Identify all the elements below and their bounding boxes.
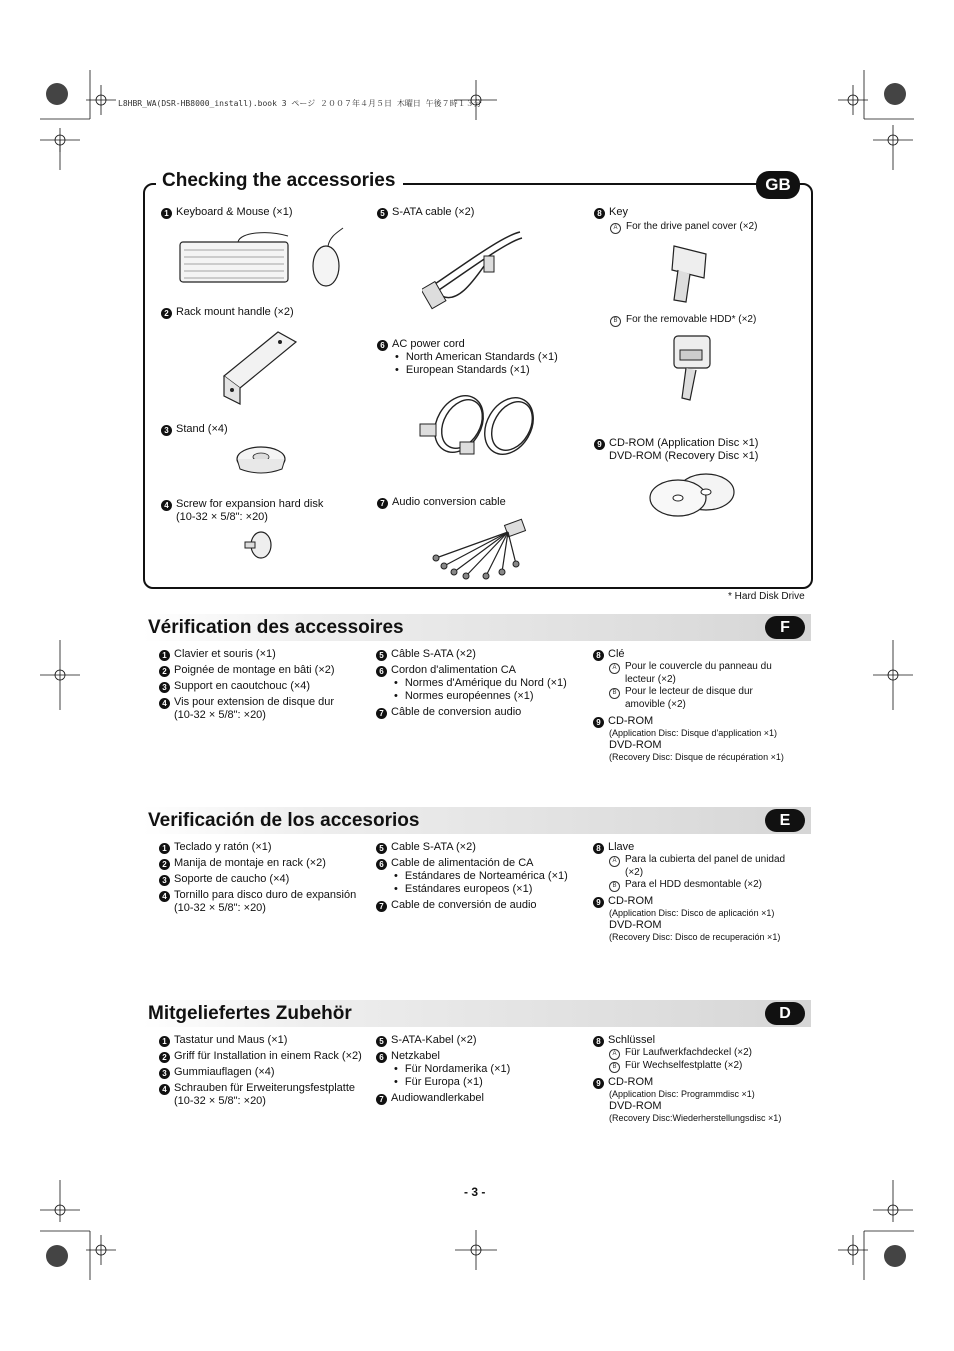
ac-cord-illustration (414, 386, 542, 464)
print-header: L8HBR_WA(DSR-HB8000_install).book 3 ページ ２００７年４月５日 木曜日 午後７時１３分 (118, 99, 482, 108)
f-section-bar (143, 614, 811, 641)
gb-footnote: * Hard Disk Drive (728, 591, 805, 602)
e-list-col1 (159, 841, 356, 915)
key-drive-panel-illustration (664, 240, 716, 306)
gb-language-badge: GB (756, 171, 800, 199)
gb-item-ac-cord (377, 338, 558, 377)
d-section-title: Mitgeliefertes Zubehör (148, 1003, 352, 1024)
number-marker: 8 (593, 1036, 604, 1047)
item-label: Für Wechselfestplatte (×2) (625, 1060, 743, 1071)
item-label-cont: (×2) (625, 867, 644, 878)
e-list-col3 (593, 841, 785, 943)
d-list-col2 (376, 1034, 510, 1105)
page-number: - 3 - (464, 1185, 486, 1199)
item-label: Poignée de montage en bâti (×2) (174, 664, 335, 676)
number-marker: 6 (376, 666, 387, 677)
e-language-badge: E (765, 809, 805, 832)
number-marker: 5 (376, 1036, 387, 1047)
item-label: DVD-ROM (609, 1100, 662, 1112)
item-bullet: • Normes d'Amérique du Nord (×1) (394, 677, 567, 690)
screw-illustration (243, 528, 275, 562)
item-label: CD-ROM (608, 1076, 654, 1088)
number-marker: 4 (159, 698, 170, 709)
audio-cable-illustration (426, 518, 530, 580)
item-note: (Application Disc: Programmdisc ×1) (609, 1089, 755, 1099)
item-label-cont: (10-32 × 5/8": ×20) (174, 709, 266, 721)
item-label: CD-ROM (Application Disc ×1) (609, 437, 759, 449)
item-label: S-ATA-Kabel (×2) (391, 1034, 477, 1046)
f-language-badge: F (765, 616, 805, 639)
number-marker: 3 (159, 682, 170, 693)
item-label: Griff für Installation in einem Rack (×2) (174, 1050, 362, 1062)
number-marker: 2 (159, 666, 170, 677)
number-marker: 4 (161, 500, 172, 511)
item-bullet: • Für Europa (×1) (394, 1076, 510, 1092)
letter-marker: B (609, 1062, 620, 1073)
item-label: For the removable HDD* (×2) (626, 314, 757, 325)
gb-item-key-a (610, 221, 757, 234)
item-label: Pour le couvercle du panneau du (625, 661, 772, 672)
f-list-col2 (376, 648, 567, 719)
item-label: Audio conversion cable (392, 496, 506, 508)
item-label: Clavier et souris (×1) (174, 648, 276, 660)
gb-item-audio-cable (377, 496, 506, 509)
number-marker: 9 (593, 717, 604, 728)
keyboard-mouse-illustration (178, 226, 346, 290)
item-label: Cordon d'alimentation CA (391, 664, 517, 676)
letter-marker: B (609, 881, 620, 892)
number-marker: 5 (377, 208, 388, 219)
letter-marker: B (609, 688, 620, 699)
item-bullet: • North American Standards (×1) (395, 351, 558, 363)
item-label: CD-ROM (608, 895, 654, 907)
e-section-title: Verificación de los accesorios (148, 810, 420, 831)
item-bullet: • Estándares de Norteamérica (×1) (394, 870, 568, 883)
item-label: Clé (608, 648, 625, 660)
item-label: Key (609, 206, 628, 218)
number-marker: 7 (376, 1094, 387, 1105)
e-list-col2 (376, 841, 568, 912)
number-marker: 3 (159, 875, 170, 886)
d-list-col3 (593, 1034, 781, 1124)
item-note: (Recovery Disc:Wiederherstellungsdisc ×1) (609, 1113, 782, 1123)
item-label: Cable de alimentación de CA (391, 857, 534, 869)
number-marker: 9 (593, 897, 604, 908)
item-label: Keyboard & Mouse (×1) (176, 206, 293, 218)
item-label: Vis pour extension de disque dur (174, 696, 335, 708)
number-marker: 3 (159, 1068, 170, 1079)
number-marker: 2 (161, 308, 172, 319)
d-section-bar (143, 1000, 811, 1027)
item-note: (Recovery Disc: Disco de recuperación ×1) (609, 932, 781, 942)
number-marker: 8 (594, 208, 605, 219)
d-list-col1 (159, 1034, 362, 1108)
item-bullet: • Normes européennes (×1) (394, 690, 567, 706)
discs-illustration (648, 472, 738, 518)
number-marker: 6 (377, 340, 388, 351)
letter-marker: A (610, 223, 621, 234)
item-bullet: • Für Nordamerika (×1) (394, 1063, 510, 1076)
number-marker: 2 (159, 1052, 170, 1063)
item-label: Câble S-ATA (×2) (391, 648, 476, 660)
gb-item-discs (594, 437, 758, 463)
item-label: Screw for expansion hard disk (176, 498, 324, 510)
gb-item-key-b (610, 314, 756, 327)
item-label-cont: DVD-ROM (Recovery Disc ×1) (609, 450, 759, 462)
item-label-cont: (10-32 × 5/8": ×20) (174, 1095, 266, 1107)
item-label: Tornillo para disco duro de expansión (174, 889, 357, 901)
item-label-cont: amovible (×2) (625, 699, 686, 710)
number-marker: 5 (376, 843, 387, 854)
item-label: Cable S-ATA (×2) (391, 841, 476, 853)
gb-item-stand (161, 423, 228, 436)
item-label: Para el HDD desmontable (×2) (625, 879, 763, 890)
gb-section-title: Checking the accessories (156, 170, 403, 192)
number-marker: 7 (376, 901, 387, 912)
number-marker: 5 (376, 650, 387, 661)
item-note: (Application Disc: Disque d'application ×1) (609, 728, 778, 738)
stand-illustration (234, 443, 288, 479)
sata-cable-illustration (422, 226, 528, 318)
item-label: Tastatur und Maus (×1) (174, 1034, 288, 1046)
number-marker: 6 (376, 1052, 387, 1063)
item-label: Pour le lecteur de disque dur (625, 686, 753, 697)
rack-handle-illustration (218, 326, 302, 408)
item-label: Audiowandlerkabel (391, 1092, 484, 1104)
gb-item-sata-cable (377, 206, 474, 219)
item-bullet: • European Standards (×1) (395, 364, 530, 376)
item-label: Für Laufwerkfachdeckel (×2) (625, 1047, 753, 1058)
number-marker: 4 (159, 1084, 170, 1095)
number-marker: 4 (159, 891, 170, 902)
item-label: Stand (×4) (176, 423, 228, 435)
number-marker: 2 (159, 859, 170, 870)
item-bullet: • Estándares europeos (×1) (394, 883, 568, 899)
number-marker: 3 (161, 425, 172, 436)
number-marker: 6 (376, 859, 387, 870)
item-label: DVD-ROM (609, 739, 662, 751)
number-marker: 9 (594, 439, 605, 450)
number-marker: 1 (161, 208, 172, 219)
item-label-cont: (10-32 × 5/8": ×20) (176, 511, 268, 523)
item-label: Manija de montaje en rack (×2) (174, 857, 326, 869)
item-label-cont: (10-32 × 5/8": ×20) (174, 902, 266, 914)
item-label: S-ATA cable (×2) (392, 206, 475, 218)
item-label: Llave (608, 841, 635, 853)
f-list-col3 (593, 648, 784, 763)
gb-item-key (594, 206, 628, 219)
number-marker: 7 (376, 708, 387, 719)
item-label: Schlüssel (608, 1034, 656, 1046)
number-marker: 8 (593, 843, 604, 854)
letter-marker: A (609, 856, 620, 867)
letter-marker: A (609, 663, 620, 674)
number-marker: 1 (159, 1036, 170, 1047)
item-label: Schrauben für Erweiterungsfestplatte (174, 1082, 355, 1094)
gb-item-keyboard-mouse (161, 206, 292, 219)
e-section-bar (143, 807, 811, 834)
number-marker: 8 (593, 650, 604, 661)
number-marker: 1 (159, 650, 170, 661)
key-removable-hdd-illustration (668, 332, 716, 404)
item-label: Netzkabel (391, 1050, 440, 1062)
item-label: Support en caoutchouc (×4) (174, 680, 311, 692)
item-label: Teclado y ratón (×1) (174, 841, 272, 853)
number-marker: 9 (593, 1078, 604, 1089)
item-label: Rack mount handle (×2) (176, 306, 294, 318)
item-label: Câble de conversion audio (391, 706, 522, 718)
item-note: (Application Disc: Disco de aplicación ×1) (609, 908, 775, 918)
d-language-badge: D (765, 1002, 805, 1025)
item-label: Para la cubierta del panel de unidad (625, 854, 786, 865)
item-label: AC power cord (392, 338, 465, 350)
item-label: Gummiauflagen (×4) (174, 1066, 275, 1078)
item-label: Soporte de caucho (×4) (174, 873, 290, 885)
item-label: Cable de conversión de audio (391, 899, 537, 911)
item-label: For the drive panel cover (×2) (626, 221, 758, 232)
letter-marker: B (610, 316, 621, 327)
gb-item-screw (161, 498, 323, 524)
item-label: CD-ROM (608, 715, 654, 727)
letter-marker: A (609, 1049, 620, 1060)
item-label: DVD-ROM (609, 919, 662, 931)
item-label-cont: lecteur (×2) (625, 674, 676, 685)
f-list-col1 (159, 648, 335, 722)
item-note: (Recovery Disc: Disque de récupération ×1) (609, 752, 784, 762)
number-marker: 7 (377, 498, 388, 509)
number-marker: 1 (159, 843, 170, 854)
gb-item-rack-handle (161, 306, 294, 319)
f-section-title: Vérification des accessoires (148, 617, 404, 638)
